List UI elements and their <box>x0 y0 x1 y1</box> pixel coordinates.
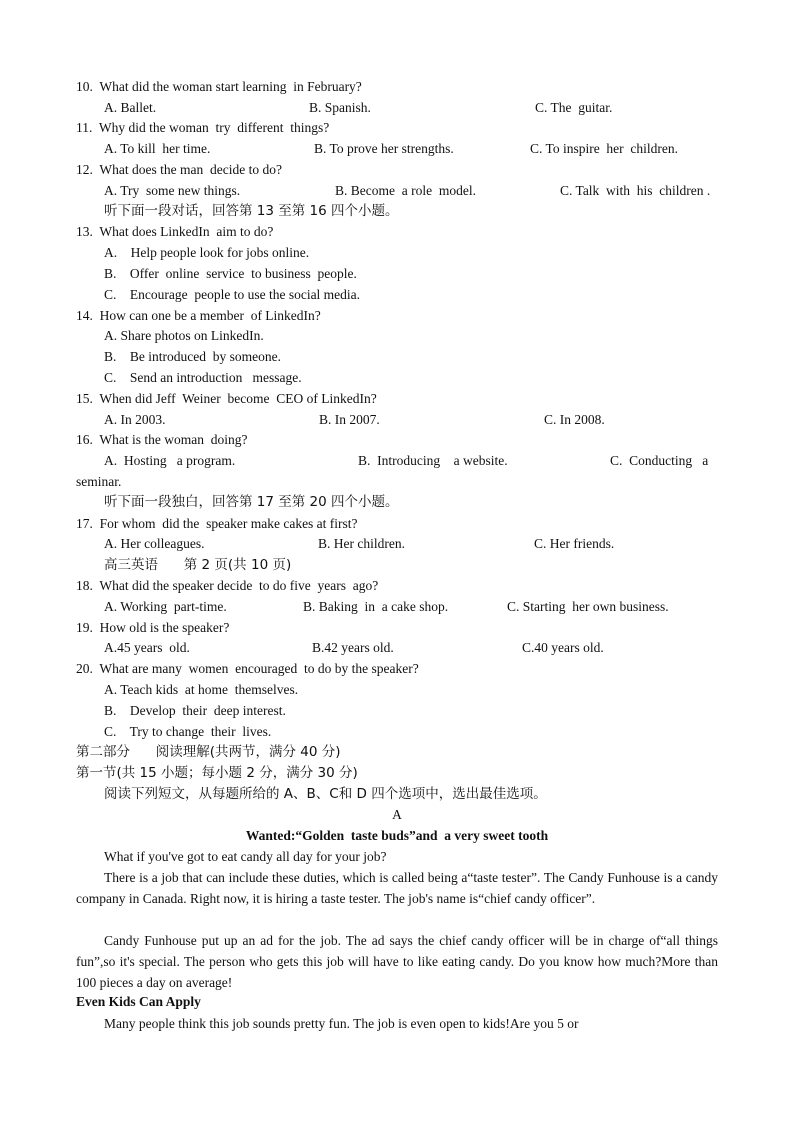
paragraph-3: Candy Funhouse put up an ad for the job. The ad says the chief candy officer will be in charge of“all things fun”,so it's special. The person who gets this job will have to like eating candy. Do you know how much?More than 100 pieces a day on average! <box>76 933 718 990</box>
question-16-option-c-wrap: seminar. <box>76 474 122 489</box>
question-11-option-c: C. To inspire her children. <box>530 141 679 156</box>
paragraph-2: There is a job that can include these duties, which is called being a“taste tester”. The Candy Funhouse is a candy company in Canada. Right now, it is hiring a taste tester. The job's name is“chief candy officer”. <box>76 870 718 906</box>
question-18-stem: 18. What did the speaker decide to do five years ago? <box>76 578 379 593</box>
question-11-option-a: A. To kill her time. <box>104 141 211 156</box>
monologue-section-header: 听下面一段独白，回答第 17 至第 20 四个小题。 <box>104 494 399 510</box>
question-18-option-b: B. Baking in a cake shop. <box>303 599 449 614</box>
question-17-stem: 17. For whom did the speaker make cakes at first? <box>76 516 358 531</box>
question-18-option-a: A. Working part-time. <box>104 599 227 614</box>
question-13-option-a: A. Help people look for jobs online. <box>104 245 310 260</box>
question-15-option-b: B. In 2007. <box>319 412 380 427</box>
question-12-option-b: B. Become a role model. <box>335 183 476 198</box>
question-20-stem: 20. What are many women encouraged to do by the speaker? <box>76 661 419 676</box>
question-13-stem: 13. What does LinkedIn aim to do? <box>76 224 274 239</box>
subheading-even-kids: Even Kids Can Apply <box>76 994 201 1009</box>
question-14-option-a: A. Share photos on LinkedIn. <box>104 328 264 343</box>
question-10-option-c: C. The guitar. <box>535 100 613 115</box>
question-20-option-a: A. Teach kids at home themselves. <box>104 682 299 697</box>
paragraph-4: Many people think this job sounds pretty fun. The job is even open to kids!Are you 5 or <box>104 1016 579 1031</box>
section-one-header: 第一节(共 15 小题；每小题 2 分，满分 30 分) <box>76 765 358 781</box>
question-14-option-b: B. Be introduced by someone. <box>104 349 281 364</box>
question-16-option-c: C. Conducting a <box>610 453 709 468</box>
question-13-option-b: B. Offer online service to business people. <box>104 266 357 281</box>
listening-section-header: 听下面一段对话，回答第 13 至第 16 四个小题。 <box>104 203 399 219</box>
question-10-stem: 10. What did the woman start learning in February? <box>76 79 362 94</box>
question-10-option-a: A. Ballet. <box>104 100 157 115</box>
question-15-option-a: A. In 2003. <box>104 412 166 427</box>
question-14-option-c: C. Send an introduction message. <box>104 370 302 385</box>
question-16-stem: 16. What is the woman doing? <box>76 432 248 447</box>
question-15-stem: 15. When did Jeff Weiner become CEO of LinkedIn? <box>76 391 377 406</box>
question-11-option-b: B. To prove her strengths. <box>314 141 454 156</box>
question-19-stem: 19. How old is the speaker? <box>76 620 230 635</box>
question-20-option-b: B. Develop their deep interest. <box>104 703 286 718</box>
passage-letter: A <box>392 807 402 822</box>
reading-instruction: 阅读下列短文，从每题所给的 A、B、C和 D 四个选项中，选出最佳选项。 <box>104 786 547 802</box>
part-two-header: 第二部分 阅读理解(共两节，满分 40 分) <box>76 744 341 760</box>
question-12-option-a: A. Try some new things. <box>104 183 241 198</box>
question-15-option-c: C. In 2008. <box>544 412 605 427</box>
question-19-option-a: A.45 years old. <box>104 640 190 655</box>
question-20-option-c: C. Try to change their lives. <box>104 724 272 739</box>
question-11-stem: 11. Why did the woman try different things? <box>76 120 330 135</box>
paragraph-1: What if you've got to eat candy all day for your job? <box>104 849 387 864</box>
question-17-option-a: A. Her colleagues. <box>104 536 205 551</box>
question-19-option-b: B.42 years old. <box>312 640 394 655</box>
question-14-stem: 14. How can one be a member of LinkedIn? <box>76 308 321 323</box>
question-12-stem: 12. What does the man decide to do? <box>76 162 282 177</box>
question-18-option-c: C. Starting her own business. <box>507 599 669 614</box>
question-19-option-c: C.40 years old. <box>522 640 604 655</box>
question-16-option-b: B. Introducing a website. <box>358 453 508 468</box>
passage-title: Wanted:“Golden taste buds”and a very sweet tooth <box>245 828 549 843</box>
question-12-option-c: C. Talk with his children . <box>560 183 711 198</box>
question-13-option-c: C. Encourage people to use the social media. <box>104 287 361 302</box>
question-17-option-b: B. Her children. <box>318 536 405 551</box>
question-16-option-a: A. Hosting a program. <box>104 453 236 468</box>
page-number-label: 高三英语 第 2 页(共 10 页) <box>104 557 292 573</box>
question-17-option-c: C. Her friends. <box>534 536 615 551</box>
question-10-option-b: B. Spanish. <box>309 100 371 115</box>
